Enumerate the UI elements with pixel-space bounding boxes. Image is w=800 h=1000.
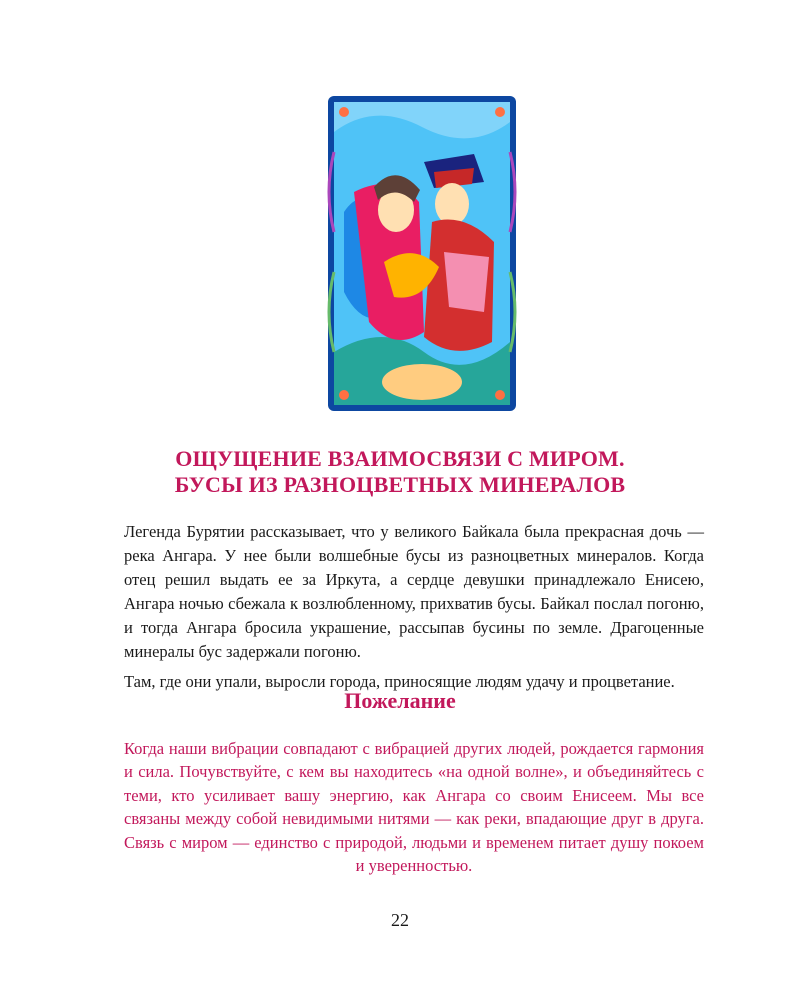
illustration-angara-yenisei — [324, 92, 520, 415]
legend-paragraph-1: Легенда Бурятии рассказывает, что у великого Байкала была прекрасная дочь — река Ангара. У нее были волшебные бусы из разноцветных минералов. Когда отец решил выдать ее за Иркута, а сердце девушки принадлежало Енисею, Ангара ночью сбежала к возлюбленному, прихватив бусы. Байкал послал погоню, и тогда Ангара бросила украшение, рассыпав бусины по земле. Драгоценные минералы бус задержали погоню. — [124, 522, 704, 661]
wish-text: Когда наши вибрации совпадают с вибрацией других людей, рождается гармония и сила. Почувствуйте, с кем вы находитесь «на одной волне», и объединяйтесь с теми, кто усиливает вашу энергию, как Ангара со своим Енисеем. Мы все связаны между собой невидимыми нитями — как реки, впадающие друг в друга. Связь с миром — единство с природой, людьми и временем питает душу покоем и уверенностью. — [124, 738, 704, 875]
illustration-art — [324, 92, 520, 415]
title-line-2: БУСЫ ИЗ РАЗНОЦВЕТНЫХ МИНЕРАЛОВ — [174, 472, 626, 497]
legend-text — [124, 520, 704, 694]
title-line-1: ОЩУЩЕНИЕ ВЗАИМОСВЯЗИ С МИРОМ. — [175, 446, 625, 471]
page-number: 22 — [391, 910, 409, 930]
legend-paragraph-2: Там, где они упали, выросли города, приносящие людям удачу и процветание. — [124, 672, 675, 691]
page-title — [60, 446, 740, 498]
wish-heading: Пожелание — [344, 688, 456, 713]
